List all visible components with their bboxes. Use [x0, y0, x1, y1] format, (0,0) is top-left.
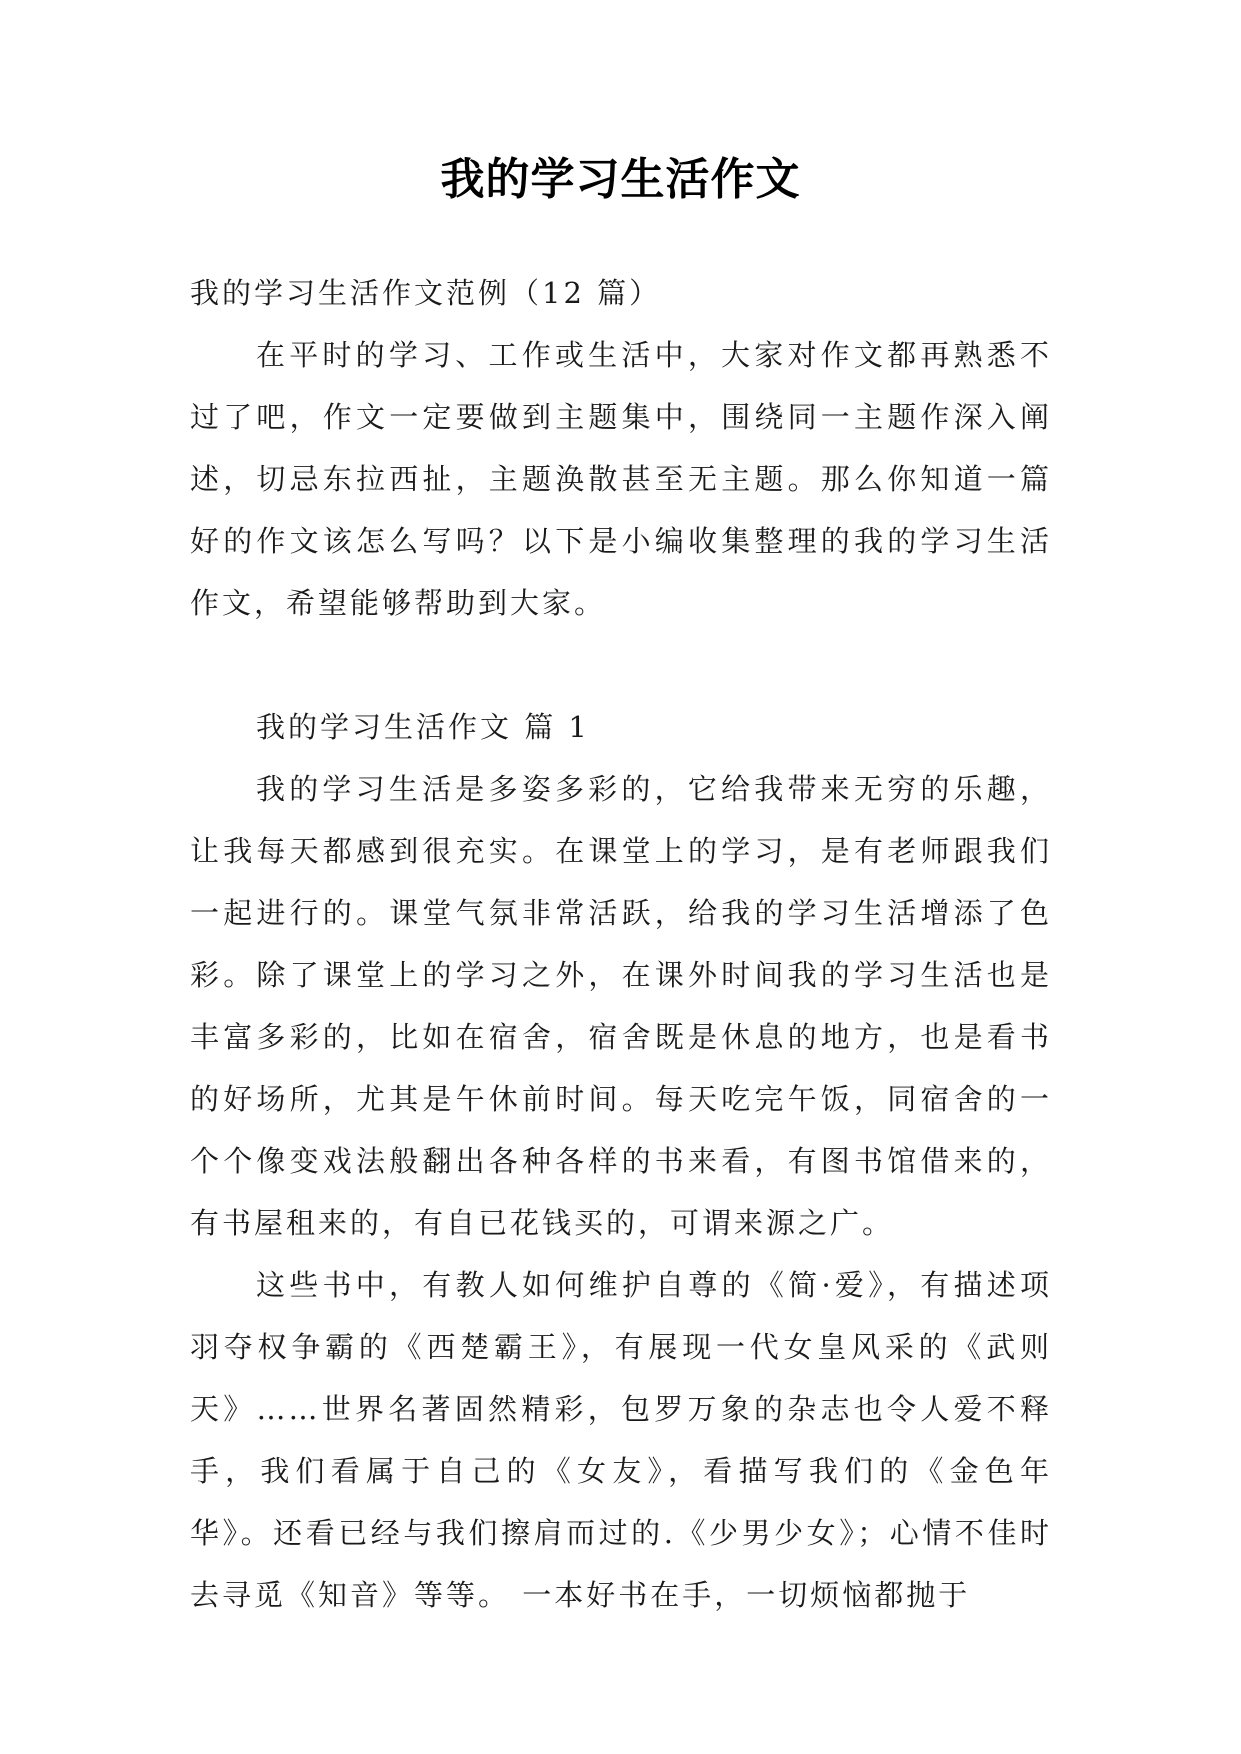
document-body: [190, 262, 1052, 1626]
document-subtitle: 我的学习生活作文范例（12 篇）: [190, 276, 662, 310]
section-spacer: [190, 634, 1052, 696]
intro-paragraph: 在平时的学习、工作或生活中，大家对作文都再熟悉不过了吧，作文一定要做到主题集中，围绕同一主题作深入阐述，切忌东拉西扯，主题涣散甚至无主题。那么你知道一篇好的作文该怎么写吗？以下是小编收集整理的我的学习生活作文，希望能够帮助到大家。: [190, 338, 1052, 620]
body-paragraph: 这些书中，有教人如何维护自尊的《简·爱》，有描述项羽夺权争霸的《西楚霸王》，有展现一代女皇风采的《武则天》……世界名著固然精彩，包罗万象的杂志也令人爱不释手，我们看属于自己的《女友》，看描写我们的《金色年华》。还看已经与我们擦肩而过的.《少男少女》；心情不佳时去寻觅《知音》等等。 一本好书在手，一切烦恼都抛于: [190, 1268, 1052, 1612]
document-title: 我的学习生活作文: [440, 154, 801, 205]
body-paragraph: 我的学习生活是多姿多彩的，它给我带来无穷的乐趣，让我每天都感到很充实。在课堂上的学习，是有老师跟我们一起进行的。课堂气氛非常活跃，给我的学习生活增添了色彩。除了课堂上的学习之外，在课外时间我的学习生活也是丰富多彩的，比如在宿舍，宿舍既是休息的地方，也是看书的好场所，尤其是午休前时间。每天吃完午饭，同宿舍的一个个像变戏法般翻出各种各样的书来看，有图书馆借来的，有书屋租来的，有自已花钱买的，可谓来源之广。: [190, 772, 1052, 1240]
section-heading: 我的学习生活作文 篇 1: [256, 710, 590, 744]
